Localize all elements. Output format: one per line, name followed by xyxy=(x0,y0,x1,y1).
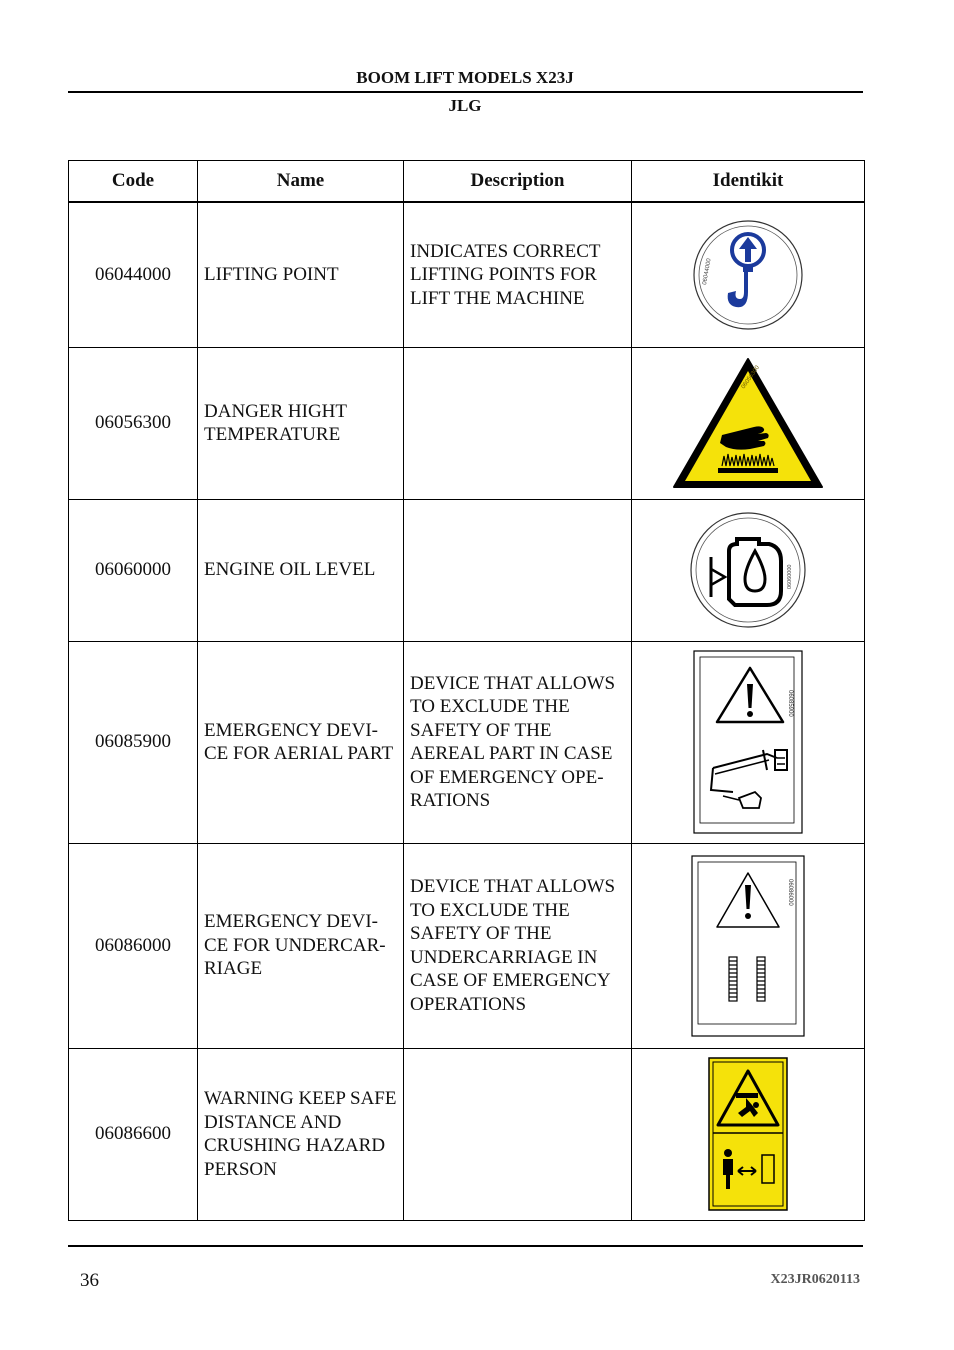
column-header-description: Description xyxy=(404,161,632,203)
column-header-name: Name xyxy=(198,161,404,203)
identikit-cell xyxy=(632,499,865,641)
description-cell: DEVICE THAT ALLOWS TO EXCLUDE THE SAFETY OF THE AEREAL PART IN CASE OF EMERGENCY OPE-RATIONS xyxy=(404,641,632,843)
code-cell: 06086000 xyxy=(69,843,198,1048)
code-cell: 06060000 xyxy=(69,499,198,641)
lifting-point-hook-icon xyxy=(692,219,804,331)
header-divider xyxy=(68,91,863,93)
emergency-undercarriage-icon xyxy=(691,855,805,1037)
identikit-cell xyxy=(632,843,865,1048)
code-cell: 06056300 xyxy=(69,347,198,499)
code-cell: 06086600 xyxy=(69,1048,198,1220)
footer-divider xyxy=(68,1245,863,1247)
description-cell xyxy=(404,499,632,641)
table-row xyxy=(69,843,865,1048)
name-cell: ENGINE OIL LEVEL xyxy=(198,499,404,641)
name-cell: LIFTING POINT xyxy=(198,202,404,347)
description-cell xyxy=(404,347,632,499)
document-code: X23JR0620113 xyxy=(770,1272,860,1287)
hot-surface-warning-icon xyxy=(670,355,826,491)
brand-name: JLG xyxy=(448,96,482,115)
icon-code-label: 06085900 xyxy=(787,690,793,717)
icon-code-label: 06044000 xyxy=(702,257,713,286)
icon-code-label: 06086000 xyxy=(787,878,793,906)
code-cell: 06044000 xyxy=(69,202,198,347)
table-row xyxy=(69,641,865,843)
identikit-cell xyxy=(632,347,865,499)
column-header-code: Code xyxy=(69,161,198,203)
column-header-identikit: Identikit xyxy=(632,161,865,203)
table-row xyxy=(69,202,865,347)
icon-code-label: 06056300 xyxy=(740,364,761,391)
name-cell: DANGER HIGHT TEMPERATURE xyxy=(198,347,404,499)
identikit-cell xyxy=(632,202,865,347)
table-row xyxy=(69,347,865,499)
table-header-row xyxy=(69,161,865,203)
engine-oil-level-icon xyxy=(689,511,807,629)
crushing-hazard-keep-distance-icon xyxy=(708,1057,788,1211)
identikit-cell xyxy=(632,1048,865,1220)
table-row xyxy=(69,499,865,641)
name-cell: EMERGENCY DEVI-CE FOR UNDERCAR-RIAGE xyxy=(198,843,404,1048)
description-cell xyxy=(404,1048,632,1220)
icon-code-label: 06060000 xyxy=(787,564,793,589)
table-row xyxy=(69,1048,865,1220)
document-title: BOOM LIFT MODELS X23J xyxy=(356,68,574,87)
identikit-cell xyxy=(632,641,865,843)
page-number: 36 xyxy=(80,1270,99,1291)
description-cell: DEVICE THAT ALLOWS TO EXCLUDE THE SAFETY OF THE UNDERCARRIAGE IN CASE OF EMERGENCY OPERATIONS xyxy=(404,843,632,1048)
name-cell: WARNING KEEP SAFE DISTANCE AND CRUSHING HAZARD PERSON xyxy=(198,1048,404,1220)
emergency-aerial-part-icon xyxy=(693,650,803,834)
description-cell: INDICATES CORRECT LIFTING POINTS FOR LIFT THE MACHINE xyxy=(404,202,632,347)
code-cell: 06085900 xyxy=(69,641,198,843)
labels-table xyxy=(68,160,865,1221)
name-cell: EMERGENCY DEVI-CE FOR AERIAL PART xyxy=(198,641,404,843)
